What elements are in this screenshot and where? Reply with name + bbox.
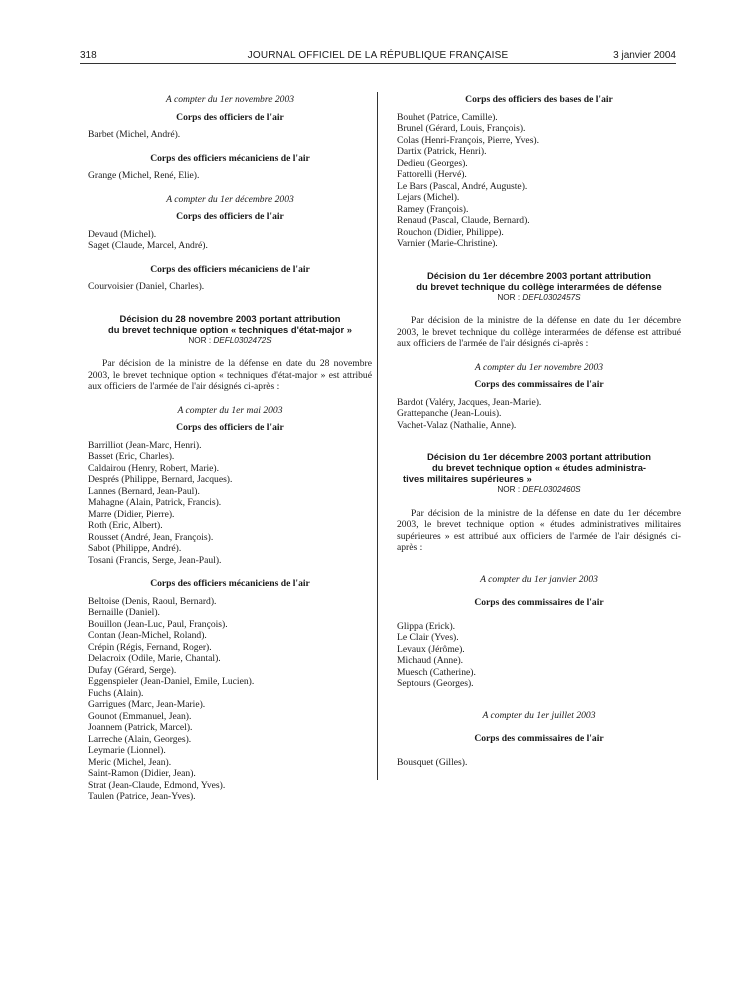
decision-title: du brevet technique du collège interarmées de défense bbox=[416, 280, 662, 292]
name-entry: Glippa (Erick). bbox=[397, 620, 456, 632]
name-entry: Bouhet (Patrice, Camille). bbox=[397, 111, 498, 123]
name-list bbox=[88, 440, 372, 567]
corps-heading: Corps des officiers de l'air bbox=[176, 211, 284, 222]
name-entry: Caldairou (Henry, Robert, Marie). bbox=[88, 462, 219, 474]
name-entry: Brunel (Gérard, Louis, François). bbox=[397, 123, 526, 134]
effective-date: A compter du 1er décembre 2003 bbox=[166, 193, 294, 205]
name-entry: Michaud (Anne). bbox=[397, 655, 464, 666]
name-list bbox=[397, 757, 681, 769]
effective-date: A compter du 1er janvier 2003 bbox=[480, 573, 598, 585]
decision-title: Décision du 1er décembre 2003 portant attribution bbox=[426, 269, 651, 281]
name-list bbox=[88, 281, 372, 293]
name-entry: Grange (Michel, René, Elie). bbox=[88, 170, 200, 181]
name-entry: Le Clair (Yves). bbox=[397, 632, 459, 643]
right-column bbox=[397, 94, 681, 768]
effective-date: A compter du 1er novembre 2003 bbox=[474, 361, 604, 373]
name-entry: Bouillon (Jean-Luc, Paul, François). bbox=[88, 618, 228, 630]
name-entry: Dufay (Gérard, Serge). bbox=[88, 664, 177, 676]
name-entry: Colas (Henri-François, Pierre, Yves). bbox=[397, 134, 540, 146]
nor-label: NOR : bbox=[497, 485, 521, 494]
name-entry: Lejars (Michel). bbox=[397, 192, 460, 203]
name-entry: Devaud (Michel). bbox=[88, 228, 157, 240]
nor-code: DEFL0302460S bbox=[522, 485, 581, 494]
name-entry: Bardot (Valéry, Jacques, Jean-Marie). bbox=[397, 396, 542, 408]
corps-heading: Corps des officiers de l'air bbox=[176, 422, 284, 433]
corps-heading: Corps des commissaires de l'air bbox=[474, 733, 604, 744]
name-entry: Fattorelli (Hervé). bbox=[397, 169, 467, 180]
name-entry: Septours (Georges). bbox=[397, 678, 474, 689]
nor-reference bbox=[397, 292, 681, 304]
name-list bbox=[88, 229, 372, 252]
header-rule bbox=[80, 63, 676, 64]
effective-date: A compter du 1er novembre 2003 bbox=[165, 94, 295, 105]
corps-heading: Corps des commissaires de l'air bbox=[474, 597, 604, 608]
name-entry: Fuchs (Alain). bbox=[88, 687, 144, 699]
name-entry: Ramey (François). bbox=[397, 203, 469, 215]
name-entry: Varnier (Marie-Christine). bbox=[397, 238, 498, 249]
name-entry: Grattepanche (Jean-Louis). bbox=[397, 408, 502, 419]
name-entry: Saint-Ramon (Didier, Jean). bbox=[88, 768, 196, 779]
nor-code: DEFL0302457S bbox=[522, 292, 581, 302]
name-entry: Gounot (Emmanuel, Jean). bbox=[88, 710, 192, 722]
decision-paragraph: Par décision de la ministre de la défense en date du 1er décembre 2003, le brevet technique du collège interarmées de défense est attribué aux officiers de l'armée de l'air désignés ci-après : bbox=[397, 315, 681, 349]
name-entry: Dartix (Patrick, Henri). bbox=[397, 146, 487, 157]
corps-heading: Corps des officiers des bases de l'air bbox=[465, 94, 613, 105]
decision-title: du brevet technique option « études administra- bbox=[431, 462, 647, 473]
nor-label: NOR : bbox=[497, 292, 521, 302]
journal-title: JOURNAL OFFICIEL DE LA RÉPUBLIQUE FRANÇAISE bbox=[247, 50, 509, 61]
name-entry: Saget (Claude, Marcel, André). bbox=[88, 240, 208, 251]
name-entry: Bousquet (Gilles). bbox=[397, 756, 468, 768]
name-entry: Vachet-Valaz (Nathalie, Anne). bbox=[397, 419, 517, 431]
name-entry: Muesch (Catherine). bbox=[397, 666, 476, 678]
decision-title: Décision du 1er décembre 2003 portant attribution bbox=[426, 451, 651, 462]
name-entry: Leymarie (Lionnel). bbox=[88, 745, 166, 756]
name-entry: Rouchon (Didier, Philippe). bbox=[397, 226, 504, 238]
decision-paragraph: Par décision de la ministre de la défense en date du 28 novembre 2003, le brevet technique option « techniques d'état-major » est attribué aux officiers de l'armée de l'air désignés ci-après : bbox=[88, 358, 372, 392]
decision-title: du brevet technique option « techniques d'état-major » bbox=[108, 323, 352, 335]
corps-heading: Corps des officiers de l'air bbox=[176, 111, 284, 123]
name-entry: Bernaille (Daniel). bbox=[88, 607, 160, 618]
name-entry: Taulen (Patrice, Jean-Yves). bbox=[88, 791, 196, 802]
name-list bbox=[88, 129, 372, 141]
effective-date: A compter du 1er juillet 2003 bbox=[482, 709, 596, 721]
name-list bbox=[88, 596, 372, 803]
decision-paragraph: Par décision de la ministre de la défense en date du 1er décembre 2003, le brevet technique option « études administratives militaires supérieures » est attribué aux officiers de l'armée de l'air désignés ci-après : bbox=[397, 507, 681, 553]
name-entry: Larreche (Alain, Georges). bbox=[88, 733, 192, 745]
name-entry: Dedieu (Georges). bbox=[397, 157, 468, 169]
name-entry: Barrilliot (Jean-Marc, Henri). bbox=[88, 439, 202, 451]
name-entry: Levaux (Jérôme). bbox=[397, 643, 465, 655]
name-list bbox=[397, 621, 681, 690]
name-entry: Beltoise (Denis, Raoul, Bernard). bbox=[88, 595, 217, 607]
name-entry: Rousset (André, Jean, François). bbox=[88, 531, 214, 543]
name-list bbox=[397, 397, 681, 432]
decision-title: Décision du 28 novembre 2003 portant attribution bbox=[119, 312, 341, 324]
name-entry: Basset (Eric, Charles). bbox=[88, 451, 175, 462]
left-column bbox=[88, 94, 372, 803]
name-entry: Delacroix (Odile, Marie, Chantal). bbox=[88, 653, 221, 664]
name-entry: Contan (Jean-Michel, Roland). bbox=[88, 630, 207, 641]
name-entry: Crépin (Régis, Fernand, Roger). bbox=[88, 641, 212, 653]
name-entry: Tosani (Francis, Serge, Jean-Paul). bbox=[88, 554, 222, 566]
corps-heading: Corps des officiers mécaniciens de l'air bbox=[150, 578, 310, 589]
name-entry: Després (Philippe, Bernard, Jacques). bbox=[88, 474, 233, 485]
nor-label: NOR : bbox=[188, 335, 212, 345]
name-entry: Marre (Didier, Pierre). bbox=[88, 508, 175, 520]
issue-date: 3 janvier 2004 bbox=[613, 50, 676, 61]
name-entry: Meric (Michel, Jean). bbox=[88, 756, 172, 768]
corps-heading: Corps des commissaires de l'air bbox=[474, 379, 604, 390]
decision-title: tives militaires supérieures » bbox=[403, 473, 532, 484]
name-entry: Garrigues (Marc, Jean-Marie). bbox=[88, 699, 206, 710]
name-entry: Lannes (Bernard, Jean-Paul). bbox=[88, 485, 200, 497]
column-separator bbox=[377, 92, 378, 780]
name-entry: Barbet (Michel, André). bbox=[88, 129, 181, 140]
name-entry: Joannem (Patrick, Marcel). bbox=[88, 722, 193, 733]
name-entry: Eggenspieler (Jean-Daniel, Emile, Lucien). bbox=[88, 676, 255, 687]
corps-heading: Corps des officiers mécaniciens de l'air bbox=[150, 263, 310, 275]
name-entry: Renaud (Pascal, Claude, Bernard). bbox=[397, 215, 530, 226]
nor-code: DEFL0302472S bbox=[213, 335, 272, 345]
name-entry: Roth (Eric, Albert). bbox=[88, 520, 163, 531]
name-entry: Courvoisier (Daniel, Charles). bbox=[88, 281, 205, 292]
effective-date: A compter du 1er mai 2003 bbox=[177, 404, 283, 416]
name-list bbox=[88, 170, 372, 182]
page-number: 318 bbox=[80, 50, 97, 61]
name-entry: Sabot (Philippe, André). bbox=[88, 543, 182, 554]
name-entry: Le Bars (Pascal, André, Auguste). bbox=[397, 180, 528, 192]
nor-reference bbox=[88, 335, 372, 347]
page-header bbox=[80, 50, 676, 64]
name-entry: Mahagne (Alain, Patrick, Francis). bbox=[88, 497, 222, 508]
name-entry: Strat (Jean-Claude, Edmond, Yves). bbox=[88, 779, 226, 791]
name-list bbox=[397, 112, 681, 250]
corps-heading: Corps des officiers mécaniciens de l'air bbox=[150, 152, 310, 164]
nor-reference bbox=[397, 484, 681, 496]
